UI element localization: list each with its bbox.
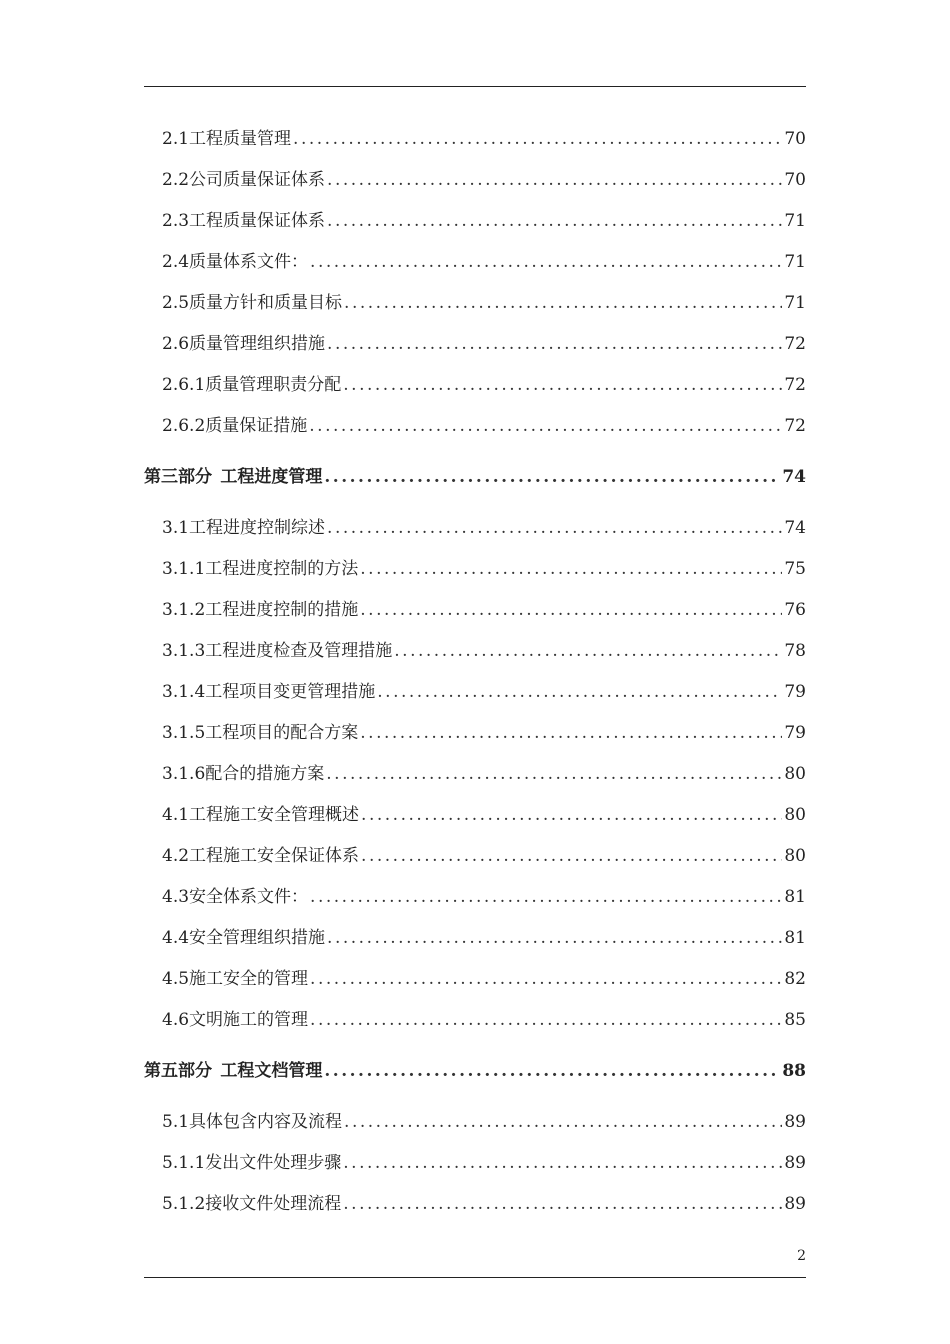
- toc-entry[interactable]: [162, 640, 806, 662]
- toc-entry-page: 89: [784, 1194, 806, 1214]
- toc-part-label: 第三部分: [144, 467, 212, 487]
- toc-entry[interactable]: [162, 415, 806, 437]
- toc-entry-label: 3.1.3工程进度检查及管理措施: [162, 641, 393, 661]
- toc-leader-dots: [327, 927, 782, 949]
- toc-entry-page: 76: [784, 600, 806, 620]
- toc-entry-label: 4.3安全体系文件：: [162, 887, 309, 907]
- toc-entry[interactable]: [162, 681, 806, 703]
- toc-entry-label: 5.1.1发出文件处理步骤: [162, 1153, 342, 1173]
- toc-leader-dots: [310, 251, 782, 273]
- toc-entry[interactable]: [162, 517, 806, 539]
- page-number: 2: [797, 1248, 806, 1264]
- toc-entry-label: 5.1.2接收文件处理流程: [162, 1194, 342, 1214]
- toc-entry[interactable]: [162, 968, 806, 990]
- toc-entry-page: 74: [784, 518, 806, 538]
- toc-leader-dots: [326, 763, 782, 785]
- toc-entry[interactable]: [162, 804, 806, 826]
- toc-leader-dots: [360, 558, 782, 580]
- toc-entry[interactable]: [162, 374, 806, 396]
- toc-entry-label: 2.5质量方针和质量目标: [162, 293, 343, 313]
- toc-entry-label: 2.3工程质量保证体系: [162, 211, 326, 231]
- toc-entry[interactable]: [162, 128, 806, 150]
- toc-entry[interactable]: [162, 169, 806, 191]
- toc-entry[interactable]: [162, 251, 806, 273]
- toc-leader-dots: [310, 1009, 782, 1031]
- toc-part-heading[interactable]: [144, 466, 806, 488]
- toc-entry-page: 79: [784, 682, 806, 702]
- toc-entry-page: 71: [784, 252, 806, 272]
- toc-leader-dots: [344, 1111, 782, 1133]
- toc-entry-page: 81: [784, 928, 806, 948]
- toc-entry-label: 2.4质量体系文件：: [162, 252, 309, 272]
- toc-entry[interactable]: [162, 1009, 806, 1031]
- toc-entry-page: 72: [784, 416, 806, 436]
- toc-entry-page: 71: [784, 293, 806, 313]
- toc-entry-page: 74: [782, 467, 806, 487]
- toc-entry[interactable]: [162, 333, 806, 355]
- toc-entry-page: 82: [784, 969, 806, 989]
- toc-leader-dots: [377, 681, 782, 703]
- toc-entry-page: 80: [784, 846, 806, 866]
- toc-entry-page: 72: [784, 375, 806, 395]
- toc-entry-label: 4.2工程施工安全保证体系: [162, 846, 360, 866]
- toc-entry-page: 89: [784, 1153, 806, 1173]
- toc-entry-page: 89: [784, 1112, 806, 1132]
- toc-entry-page: 75: [784, 559, 806, 579]
- toc-entry-label: 2.6质量管理组织措施: [162, 334, 326, 354]
- toc-entry-label: 4.6文明施工的管理: [162, 1010, 309, 1030]
- toc-entry-label: 3.1.4工程项目变更管理措施: [162, 682, 376, 702]
- toc-entry-label: 3.1.2工程进度控制的措施: [162, 600, 359, 620]
- toc-entry-label: 3.1.5工程项目的配合方案: [162, 723, 359, 743]
- toc-leader-dots: [327, 333, 782, 355]
- toc-entry-label: 3.1.1工程进度控制的方法: [162, 559, 359, 579]
- toc-entry-label: 4.1工程施工安全管理概述: [162, 805, 360, 825]
- toc-part-title: 工程文档管理: [220, 1061, 323, 1081]
- toc-entry-label: 3.1.6配合的措施方案: [162, 764, 325, 784]
- toc-entry-page: 70: [784, 129, 806, 149]
- toc-entry-label: 2.6.2质量保证措施: [162, 416, 308, 436]
- toc-entry-label: 2.2公司质量保证体系: [162, 170, 326, 190]
- toc-entry[interactable]: [162, 210, 806, 232]
- toc-entry-page: 80: [784, 805, 806, 825]
- toc-leader-dots: [344, 292, 782, 314]
- toc-entry[interactable]: [162, 599, 806, 621]
- toc-leader-dots: [324, 1060, 780, 1082]
- toc-leader-dots: [360, 722, 782, 744]
- toc-entry-label: 2.6.1质量管理职责分配: [162, 375, 342, 395]
- toc-entry[interactable]: [162, 1193, 806, 1215]
- toc-entry-page: 78: [784, 641, 806, 661]
- toc-leader-dots: [310, 968, 782, 990]
- toc-leader-dots: [310, 886, 782, 908]
- toc-leader-dots: [343, 1193, 782, 1215]
- toc-leader-dots: [343, 1152, 782, 1174]
- toc-entry-label: 2.1工程质量管理: [162, 129, 292, 149]
- toc-entry[interactable]: [162, 845, 806, 867]
- toc-leader-dots: [361, 845, 782, 867]
- toc-entry[interactable]: [162, 886, 806, 908]
- header-rule: [144, 86, 806, 87]
- toc-entry-page: 81: [784, 887, 806, 907]
- toc-part-heading[interactable]: [144, 1060, 806, 1082]
- toc-leader-dots: [327, 169, 782, 191]
- toc-entry-label: 4.4安全管理组织措施: [162, 928, 326, 948]
- toc-entry-page: 70: [784, 170, 806, 190]
- toc-leader-dots: [327, 517, 782, 539]
- toc-entry[interactable]: [162, 927, 806, 949]
- toc-leader-dots: [361, 804, 782, 826]
- toc-leader-dots: [394, 640, 782, 662]
- toc-leader-dots: [360, 599, 782, 621]
- toc-part-label: 第五部分: [144, 1061, 212, 1081]
- toc-entry[interactable]: [162, 292, 806, 314]
- toc-entry-label: 3.1工程进度控制综述: [162, 518, 326, 538]
- toc-entry-label: 4.5施工安全的管理: [162, 969, 309, 989]
- toc-entry-label: 5.1具体包含内容及流程: [162, 1112, 343, 1132]
- toc-entry[interactable]: [162, 558, 806, 580]
- toc-leader-dots: [327, 210, 782, 232]
- toc-part-title: 工程进度管理: [220, 467, 323, 487]
- toc-entry-page: 71: [784, 211, 806, 231]
- toc-entry-page: 85: [784, 1010, 806, 1030]
- toc-entry-page: 72: [784, 334, 806, 354]
- toc-entry-page: 88: [782, 1061, 806, 1081]
- toc-entry[interactable]: [162, 763, 806, 785]
- toc-entry[interactable]: [162, 722, 806, 744]
- toc-leader-dots: [324, 466, 780, 488]
- toc-leader-dots: [343, 374, 782, 396]
- toc-entry[interactable]: [162, 1152, 806, 1174]
- toc-leader-dots: [309, 415, 782, 437]
- toc-leader-dots: [293, 128, 782, 150]
- toc-entry-page: 80: [784, 764, 806, 784]
- footer-rule: [144, 1277, 806, 1278]
- toc-entry[interactable]: [162, 1111, 806, 1133]
- toc-entry-page: 79: [784, 723, 806, 743]
